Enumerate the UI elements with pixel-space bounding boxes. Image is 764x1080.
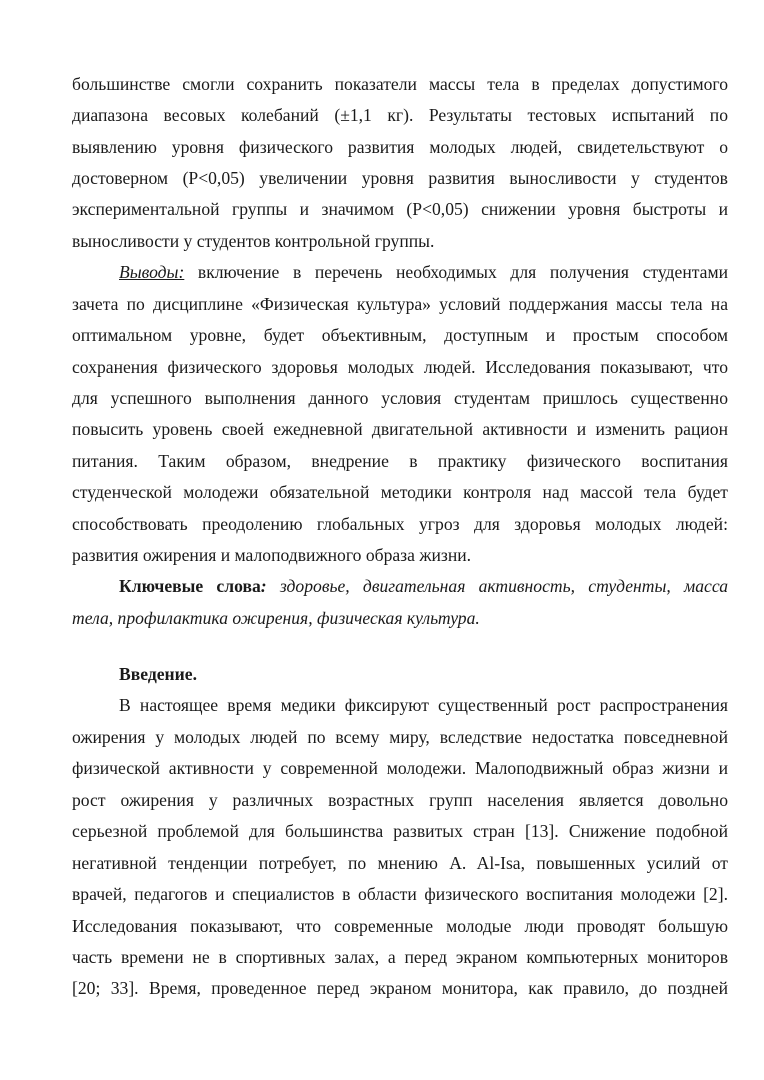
text-line: диапазона весовых колебаний (±1,1 кг). Результаты тестовых испытаний по	[72, 105, 728, 125]
text-line: развития ожирения и малоподвижного образа жизни.	[72, 545, 472, 565]
text-line: повысить уровень своей ежедневной двигательной активности и изменить рацион	[72, 419, 728, 439]
conclusions-first-line	[119, 260, 728, 284]
text-line: большинстве смогли сохранить показатели массы тела в пределах допустимого	[72, 74, 728, 94]
text-line: [20; 33]. Время, проведенное перед экраном монитора, как правило, до поздней	[72, 978, 728, 998]
text-line: способствовать преодолению глобальных угроз для здоровья молодых людей:	[72, 514, 728, 534]
text-line: для успешного выполнения данного условия студентам пришлось существенно	[72, 388, 728, 408]
text-line: оптимальном уровне, будет объективным, доступным и простым способом	[72, 325, 728, 345]
text-line: часть времени не в спортивных залах, а перед экраном компьютерных мониторов	[72, 947, 728, 967]
text-line: сохранения физического здоровья молодых людей. Исследования показывают, что	[72, 357, 728, 377]
conclusions-first-text: включение в перечень необходимых для получения студентами	[184, 262, 728, 282]
text-line: серьезной проблемой для большинства развитых стран [13]. Снижение подобной	[72, 821, 728, 841]
keywords-colon: :	[260, 576, 267, 596]
text-line: достоверном (P<0,05) увеличении уровня развития выносливости у студентов	[72, 168, 728, 188]
keywords-first-text: здоровье, двигательная активность, студенты, масса	[266, 576, 728, 596]
keywords-label: Ключевые слова	[119, 576, 261, 596]
keywords-first-line	[119, 574, 728, 598]
text-line: питания. Таким образом, внедрение в практику физического воспитания	[72, 451, 728, 471]
text-line: зачета по дисциплине «Физическая культура» условий поддержания массы тела на	[72, 294, 728, 314]
text-line: Исследования показывают, что современные молодые люди проводят большую	[72, 916, 728, 936]
conclusions-label: Выводы:	[119, 262, 185, 282]
text-line: негативной тенденции потребует, по мнению A. Al-Isa, повышенных усилий от	[72, 853, 728, 873]
text-line: выявлению уровня физического развития молодых людей, свидетельствуют о	[72, 137, 728, 157]
keywords-second-line: тела, профилактика ожирения, физическая культура.	[72, 608, 480, 628]
text-line: экспериментальной группы и значимом (P<0,05) снижении уровня быстроты и	[72, 199, 728, 219]
text-line: врачей, педагогов и специалистов в области физического воспитания молодежи [2].	[72, 884, 728, 904]
text-line: выносливости у студентов контрольной группы.	[72, 231, 435, 251]
text-line: студенческой молодежи обязательной методики контроля над массой тела будет	[72, 482, 728, 502]
text-line: В настоящее время медики фиксируют существенный рост распространения	[119, 695, 728, 715]
text-line: физической активности у современной молодежи. Малоподвижный образ жизни и	[72, 758, 728, 778]
section-heading: Введение.	[119, 664, 198, 684]
text-line: рост ожирения у различных возрастных групп населения является довольно	[72, 790, 728, 810]
text-line: ожирения у молодых людей по всему миру, вследствие недостатка повседневной	[72, 727, 728, 747]
